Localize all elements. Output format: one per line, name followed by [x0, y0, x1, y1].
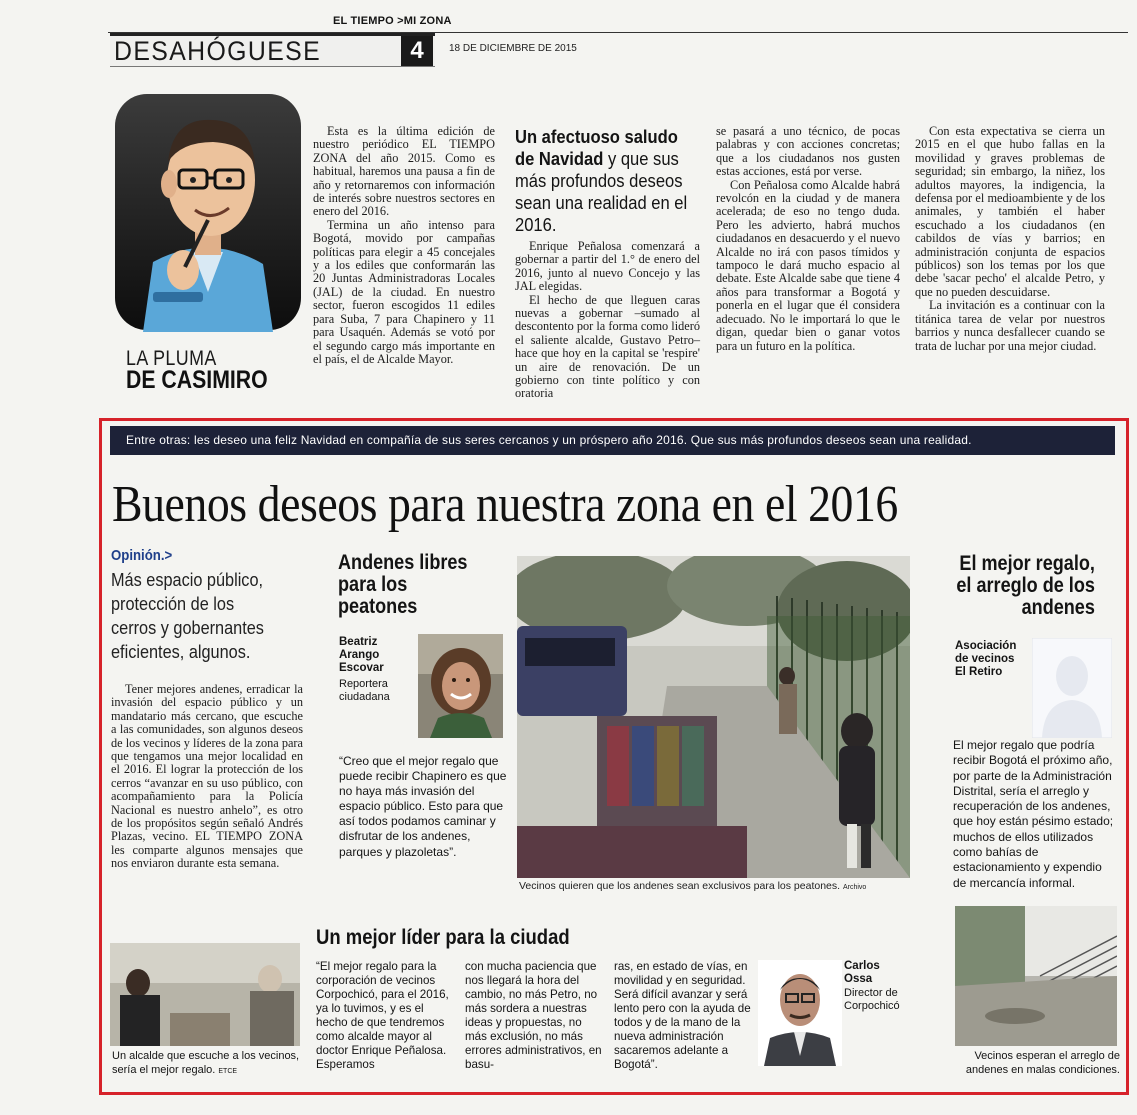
page-number: 4 [401, 36, 433, 66]
top-article-column-1 [313, 125, 495, 366]
opinion-body [111, 683, 303, 871]
silhouette-icon [1032, 638, 1112, 738]
paragraph: Esta es la última edición de nuestro periódico EL TIEMPO ZONA del año 2015. Como es habitual, haremos una pausa a fin de año y retornaremos con información de interés sobre nuestros sectores en enero del 2016. [313, 124, 495, 219]
main-headline: Buenos deseos para nuestra zona en el 2016 [112, 476, 898, 533]
retiro-sidewalk-photo [955, 906, 1117, 1046]
columnist-caption-line2: DE CASIMIRO [126, 366, 268, 394]
andenes-title: Andenes libres para los peatones [338, 551, 468, 618]
columnist-caption [126, 348, 293, 393]
ossa-byline: Carlos Ossa [844, 960, 880, 985]
paragraph: Termina un año intenso para Bogotá, movido por campañas políticas para elegir a 45 concejales y a los ediles que conformarán las 20 Juntas Administradoras Locales (JAL) de la ciudad. En nuestro sector, fueron escogidos 11 ediles para Suba, 7 para Chapinero y 11 para Usaquén. Además se votó por el segundo cargo más importante en el país, el de Alcalde Mayor. [313, 217, 495, 366]
sidewalk-photo [517, 556, 910, 878]
paragraph: La invitación es a continuar con la titánica tarea de velar por nuestros barrios y nunca desfallecer cuando se trata de luchar por una mejor ciudad. [915, 298, 1105, 353]
opinion-deck: Más espacio público, protección de los cerros y gobernantes eficientes, algunos. [111, 569, 264, 662]
sidewalk-caption [519, 880, 866, 892]
sidewalk-photo-credit: Archivo [842, 884, 867, 891]
top-article-column-2 [515, 240, 700, 401]
section-tag: EL TIEMPO >MI ZONA [333, 15, 452, 27]
andenes-author-photo [418, 634, 503, 738]
andenes-byline: Beatriz Arango Escovar [339, 636, 384, 674]
retiro-caption: Vecinos esperan el arreglo de andenes en malas condiciones. [965, 1050, 1120, 1076]
lider-title: Un mejor líder para la ciudad [316, 926, 570, 949]
paragraph: Con Peñalosa como Alcalde habrá revolcón en la ciudad y de manera acelerada; de eso no tengo duda. Pero les advierto, habrá muchos ciudadanos en desacuerdo y el nuevo Alcalde no irá con pasos tímidos y tampoco le dará mucho espacio al debate. Este Alcalde sabe que tiene 4 años para transformar a Bogotá y ponerla en el lugar que él considera adecuado. No le importará lo que le digan, quedar bien o ganar votos para un futuro en la política. [716, 177, 900, 353]
damaged-sidewalk-icon [955, 906, 1117, 1046]
lider-photo-credit: ETCE [218, 1067, 238, 1075]
ossa-author-photo [758, 960, 842, 1066]
teaser-bar: Entre otras: les deseo una feliz Navidad en compañía de sus seres cercanos y un próspero año 2016. Que sus más profundos deseos sean una realidad. [110, 426, 1115, 455]
andenes-role: Reportera ciudadana [339, 678, 390, 703]
lider-column-3: ras, en estado de vías, en movilidad y en seguridad. Será difícil avanzar y será lento pero con la ayuda de todos y de la mano de la nueva administración sacaremos adelante a Bogotá”. [614, 960, 751, 1071]
ossa-role: Director de Corpochicó [844, 987, 900, 1012]
meeting-icon [110, 943, 300, 1046]
top-article-headline-rest: y que sus más profundos deseos sean una realidad en el 2016. [515, 149, 688, 235]
columnist-caption-line1: LA PLUMA [126, 347, 217, 370]
regalo-title: El mejor regalo, el arreglo de los andenes [956, 552, 1095, 619]
lider-column-2: con mucha paciencia que nos llegará la hora del cambio, no más Petro, no más sordera a nuestras ideas y propuestas, no más exclusión, no más errores administrativos, en basu- [465, 960, 602, 1071]
paragraph: Tener mejores andenes, erradicar la invasión del espacio público y un mandatario más cercano, que escuche a las comunidades, son algunos deseos de los vecinos y líderes de la zona para que tengamos una mejor localidad en el 2016. El lograr la protección de los cerros “avanzar en su uso público, con acompañamiento para la Policía Nacional es nuestro anhelo”, es otro de los propósitos según señaló Andrés Plazas, vecino. EL TIEMPO ZONA les comparte algunos mensajes que nos enviaron durante esta semana. [111, 682, 303, 871]
paragraph: se pasará a uno técnico, de pocas palabras y con acciones concretas; que a los ciudadanos nos gusten estas acciones, está por verse. [716, 124, 900, 179]
paragraph: Con esta expectativa se cierra un 2015 en el que hubo fallas en la movilidad y graves problemas de seguridad; sin embargo, la niñez, los adultos mayores, la indigencia, la defensa por el medioambiente y de los animales, y también el haber escuchado a los ciudadanos (en cabildos de vías y barrios; en administración conjunta de espacios públicos) son los temas por los que debe 'sacar pecho' el alcalde Petro, y que no pueden descuidarse. [915, 124, 1105, 299]
lider-photo-caption-text: Un alcalde que escuche a los vecinos, sería el mejor regalo. [112, 1050, 300, 1076]
regalo-placeholder-photo [1032, 638, 1112, 738]
sidewalk-caption-text: Vecinos quieren que los andenes sean exclusivos para los peatones. [519, 880, 841, 892]
lider-photo-caption [112, 1050, 302, 1078]
section-name: DESAHÓGUESE [114, 36, 322, 66]
regalo-body: El mejor regalo que podría recibir Bogotá el próximo año, por parte de la Administración Distrital, sería el arreglo y recuperación de los andenes, que hoy están pésimo estado; muchos de ellos utilizados como bahías de estacionamiento y expendio de mercancía informal. [953, 738, 1114, 890]
top-article-column-4 [915, 125, 1105, 353]
top-article-headline [515, 126, 690, 236]
top-article-headline-bold: Un afectuoso saludo de Navidad [515, 127, 678, 169]
regalo-byline: Asociación de vecinos El Retiro [955, 640, 1017, 678]
columnist-cartoon-icon [113, 92, 303, 332]
top-article-column-3 [716, 125, 900, 353]
lider-meeting-photo [110, 943, 300, 1046]
opinion-kicker: Opinión.> [111, 547, 173, 564]
portrait-woman-icon [418, 634, 503, 738]
street-vendors-icon [517, 556, 910, 878]
paragraph: El hecho de que lleguen caras nuevas a gobernar –sumado al descontento por la forma como lideró el saliente alcalde, Gustavo Petro– hace que hoy en la capital se 'respire' un aire de renovación. De un gobierno con tinte político y con oratoria [515, 292, 700, 401]
paragraph: Enrique Peñalosa comenzará a gobernar a partir del 1.° de enero del 2016, junto al nuevo Concejo y las JAL elegidas. [515, 239, 700, 294]
andenes-quote: “Creo que el mejor regalo que puede recibir Chapinero es que no haya más invasión del espacio público. Esto para que así todos podamos caminar y disfrutar de los andenes, parques y plazoletas”. [339, 754, 507, 859]
columnist-illustration [113, 92, 303, 332]
lider-column-1: “El mejor regalo para la corporación de vecinos Corpochicó, para el 2016, ya lo tuvimos, y es el hecho de que tendremos como alcalde mayor al doctor Enrique Peñalosa. Esperamos [316, 960, 449, 1071]
portrait-man-icon [758, 960, 842, 1066]
issue-date: 18 DE DICIEMBRE DE 2015 [449, 43, 577, 54]
